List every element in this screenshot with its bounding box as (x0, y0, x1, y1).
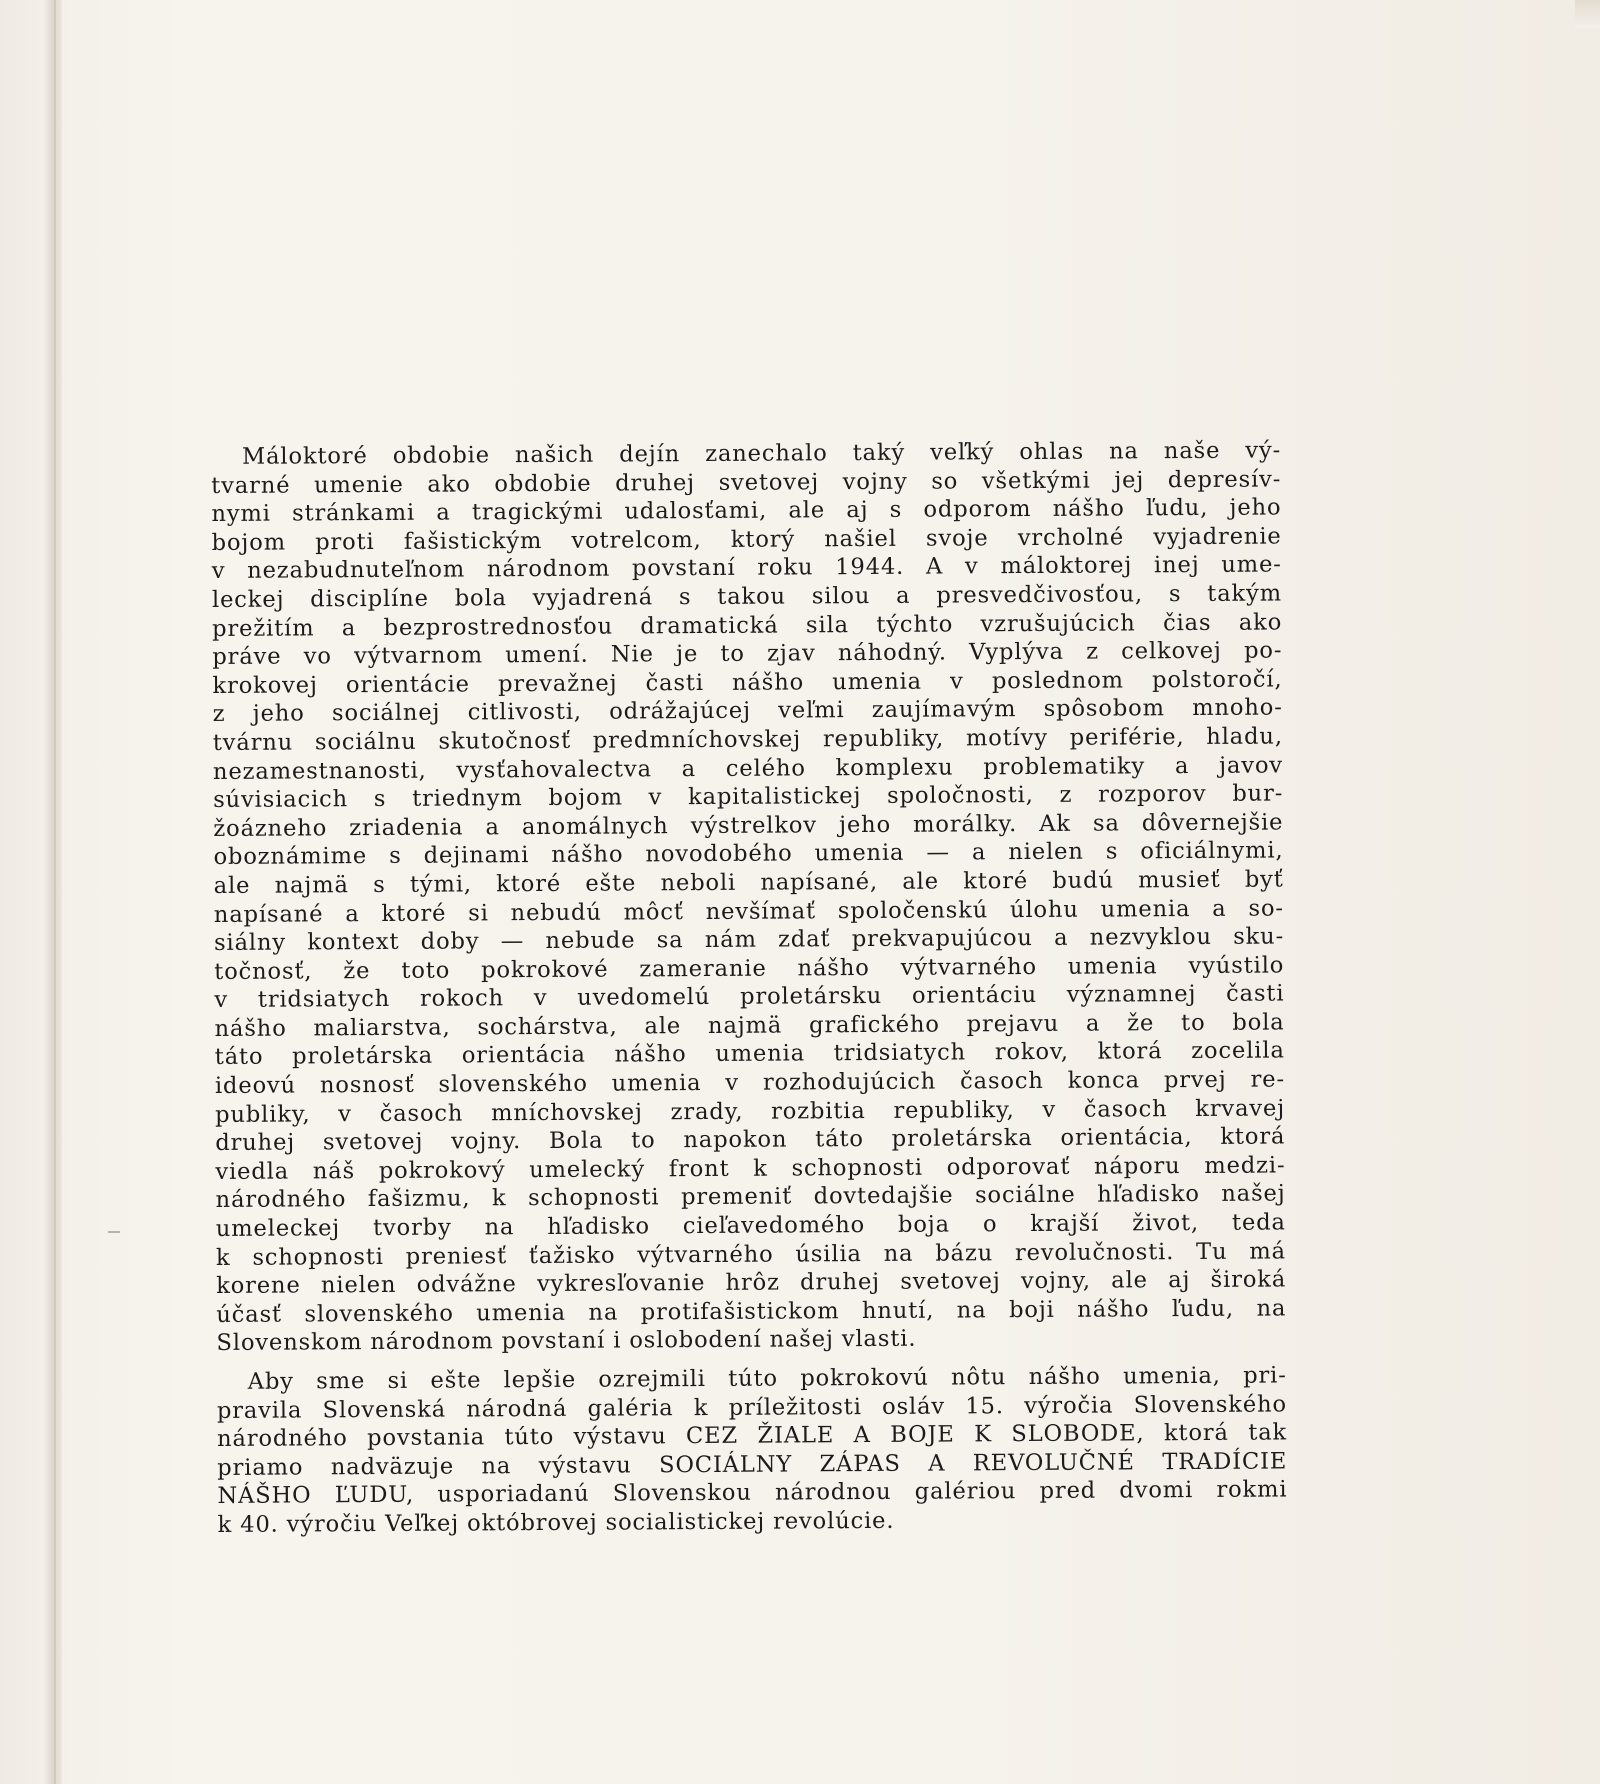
text-line: nášho maliarstva, sochárstva, ale najmä grafického prejavu a že to bola (214, 1009, 1285, 1042)
text-line: účasť slovenského umenia na protifašistickom hnutí, na boji nášho ľudu, na (216, 1295, 1287, 1328)
text-line: súvisiacich s triednym bojom v kapitalistickej spoločnosti, z rozporov bur- (213, 780, 1284, 814)
text-line: národného fašizmu, k schopnosti premeniť dovtedajšie sociálne hľadisko našej (215, 1180, 1286, 1214)
text-line: z jeho sociálnej citlivosti, odrážajúcej veľmi zaujímavým spôsobom mnoho- (212, 694, 1283, 728)
text-line: oboznámime s dejinami nášho novodobého umenia — a nielen s oficiálnymi, (213, 837, 1284, 871)
text-line: umeleckej tvorby na hľadisko cieľavedomého boja o krajší život, teda (215, 1209, 1286, 1243)
text-line: publiky, v časoch mníchovskej zrady, rozbitia republiky, v časoch krvavej (215, 1095, 1286, 1128)
text-line: krokovej orientácie prevažnej časti nášho umenia v poslednom polstoročí, (212, 666, 1283, 699)
text-line: siálny kontext doby — nebude sa nám zdať prekvapujúcou a nezvyklou sku- (213, 923, 1285, 957)
paragraph-2 (217, 1361, 1288, 1539)
text-line: priamo nadväzuje na výstavu SOCIÁLNY ZÁPAS A REVOLUČNÉ TRADÍCIE (217, 1448, 1288, 1481)
text-line: Máloktoré obdobie našich dejín zanechalo taký veľký ohlas na naše vý- (242, 437, 1282, 470)
text-line: korene nielen odvážne vykresľovanie hrôz druhej svetovej vojny, ale aj široká (216, 1266, 1287, 1300)
text-line: viedla náš pokrokový umelecký front k schopnosti odporovať náporu medzi- (215, 1152, 1286, 1185)
page-fold-line (54, 0, 56, 1784)
text-line: druhej svetovej vojny. Bola to napokon táto proletárska orientácia, ktorá (215, 1123, 1286, 1157)
text-line: prežitím a bezprostrednosťou dramatická sila týchto vzrušujúcich čias ako (212, 609, 1283, 642)
text-line: leckej disciplíne bola vyjadrená s takou silou a presvedčivosťou, s takým (211, 580, 1283, 613)
text-line: nezamestnanosti, vysťahovalectva a celého komplexu problematiky a javov (212, 751, 1284, 785)
text-line: točnosť, že toto pokrokové zameranie nášho výtvarného umenia vyústilo (214, 952, 1285, 985)
text-line: tvárnu sociálnu skutočnosť predmníchovskej republiky, motívy periférie, hladu, (212, 723, 1283, 756)
text-line: NÁŠHO ĽUDU, usporiadanú Slovenskou národnou galériou pred dvomi rokmi (217, 1476, 1288, 1510)
text-line: tvarné umenie ako obdobie druhej svetovej vojny so všetkými jej depresív- (211, 466, 1282, 499)
text-line: ale najmä s tými, ktoré ešte neboli napísané, ale ktoré budú musieť byť (213, 866, 1284, 899)
text-line: žoázneho zriadenia a anomálnych výstrelkov jeho morálky. Ak sa dôvernejšie (213, 809, 1284, 842)
paragraph-1 (211, 436, 1287, 1358)
text-line: národného povstania túto výstavu CEZ ŽIALE A BOJE K SLOBODE, ktorá tak (217, 1419, 1288, 1453)
margin-mark (108, 1231, 120, 1233)
text-line: v tridsiatych rokoch v uvedomelú proletársku orientáciu významnej časti (214, 980, 1285, 1014)
text-line: ideovú nosnosť slovenského umenia v rozhodujúcich časoch konca prvej re- (214, 1066, 1285, 1100)
page-binding-edge (0, 0, 62, 1784)
text-line: táto proletárska orientácia nášho umenia tridsiatych rokov, ktorá zocelila (214, 1037, 1285, 1071)
text-line: nymi stránkami a tragickými udalosťami, ale aj s odporom nášho ľudu, jeho (211, 494, 1282, 528)
text-line: bojom proti fašistickým votrelcom, ktorý našiel svoje vrcholné vyjadrenie (211, 523, 1282, 556)
text-line: v nezabudnuteľnom národnom povstaní roku 1944. A v máloktorej inej ume- (211, 551, 1282, 585)
text-line: napísané a ktoré si nebudú môcť nevšímať spoločenskú úlohu umenia a so- (213, 894, 1284, 928)
text-line: k schopnosti preniesť ťažisko výtvarného úsilia na bázu revolučnosti. Tu má (215, 1238, 1287, 1271)
text-line: k 40. výročiu Veľkej októbrovej socialistickej revolúcie. (217, 1507, 895, 1538)
body-text (211, 436, 1288, 1549)
text-line: Slovenskom národnom povstaní i oslobodení našej vlasti. (216, 1326, 917, 1357)
text-line: práve vo výtvarnom umení. Nie je to zjav náhodný. Vyplýva z celkovej po- (212, 637, 1283, 671)
text-line: pravila Slovenská národná galéria k príležitosti osláv 15. výročia Slovenského (216, 1391, 1287, 1424)
text-line: Aby sme si ešte lepšie ozrejmili túto pokrokovú nôtu nášho umenia, pri- (247, 1362, 1287, 1395)
scan-corner-mark (1575, 0, 1600, 28)
